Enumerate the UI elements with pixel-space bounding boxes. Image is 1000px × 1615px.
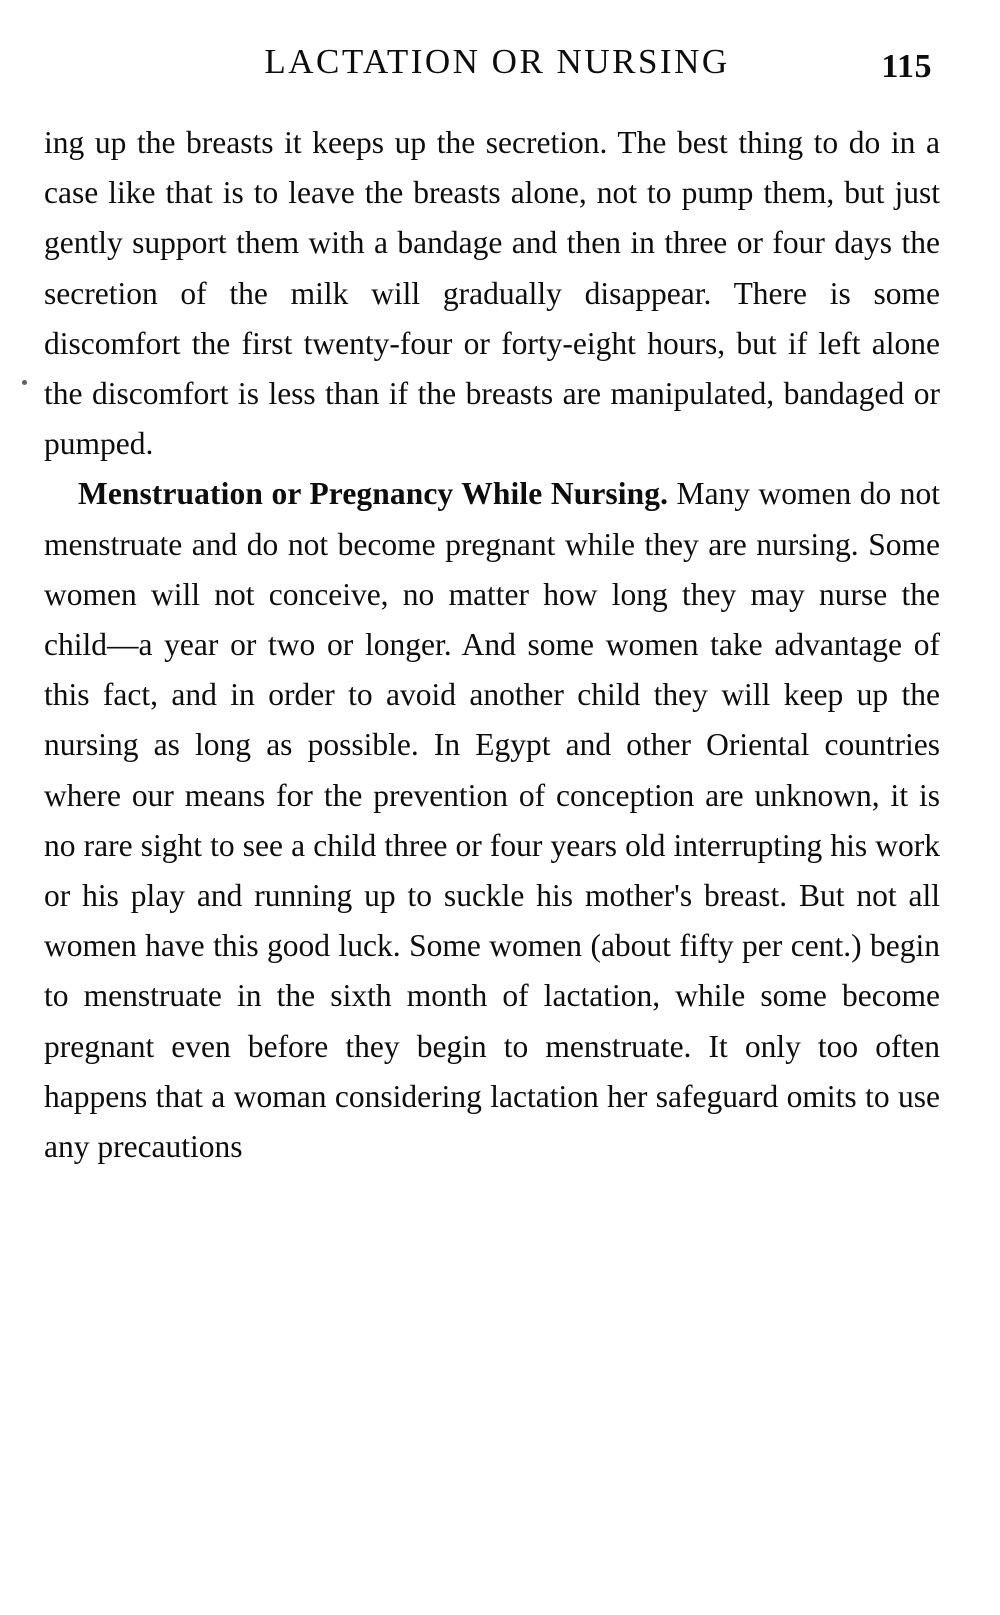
- paragraph-text: Many women do not menstruate and do not become pregnant while they are nursing. Some women will not conceive, no matter how long they may nurse the child—a year or two or longer. And some women take advantage of this fact, and in order to avoid another child they will keep up the nursing as long as possible. In Egypt and other Oriental countries where our means for the prevention of conception are unknown, it is no rare sight to see a child three or four years old interrupting his work or his play and running up to suckle his mother's breast. But not all women have this good luck. Some women (about fifty per cent.) begin to menstruate in the sixth month of lactation, while some become pregnant even before they begin to menstruate. It only too often happens that a woman considering lactation her safeguard omits to use any precautions: [44, 476, 940, 1165]
- paragraph-text: ing up the breasts it keeps up the secretion. The best thing to do in a case like that is to leave the breasts alone, not to pump them, but just gently support them with a bandage and then in three or four days the secretion of the milk will gradually disappear. There is some discomfort the first twenty-four or forty-eight hours, but if left alone the discomfort is less than if the breasts are manipulated, bandaged or pumped.: [44, 125, 940, 462]
- page-body: [44, 118, 940, 1172]
- paragraph-run-in-heading: Menstruation or Pregnancy While Nursing.: [78, 476, 669, 512]
- page-number: 115: [881, 48, 932, 85]
- running-head-title: LACTATION OR NURSING: [264, 42, 730, 81]
- paragraph-menstruation: [44, 469, 940, 1172]
- paragraph-continued: [44, 118, 940, 469]
- ink-speck: [22, 380, 27, 385]
- page-header: [44, 42, 940, 96]
